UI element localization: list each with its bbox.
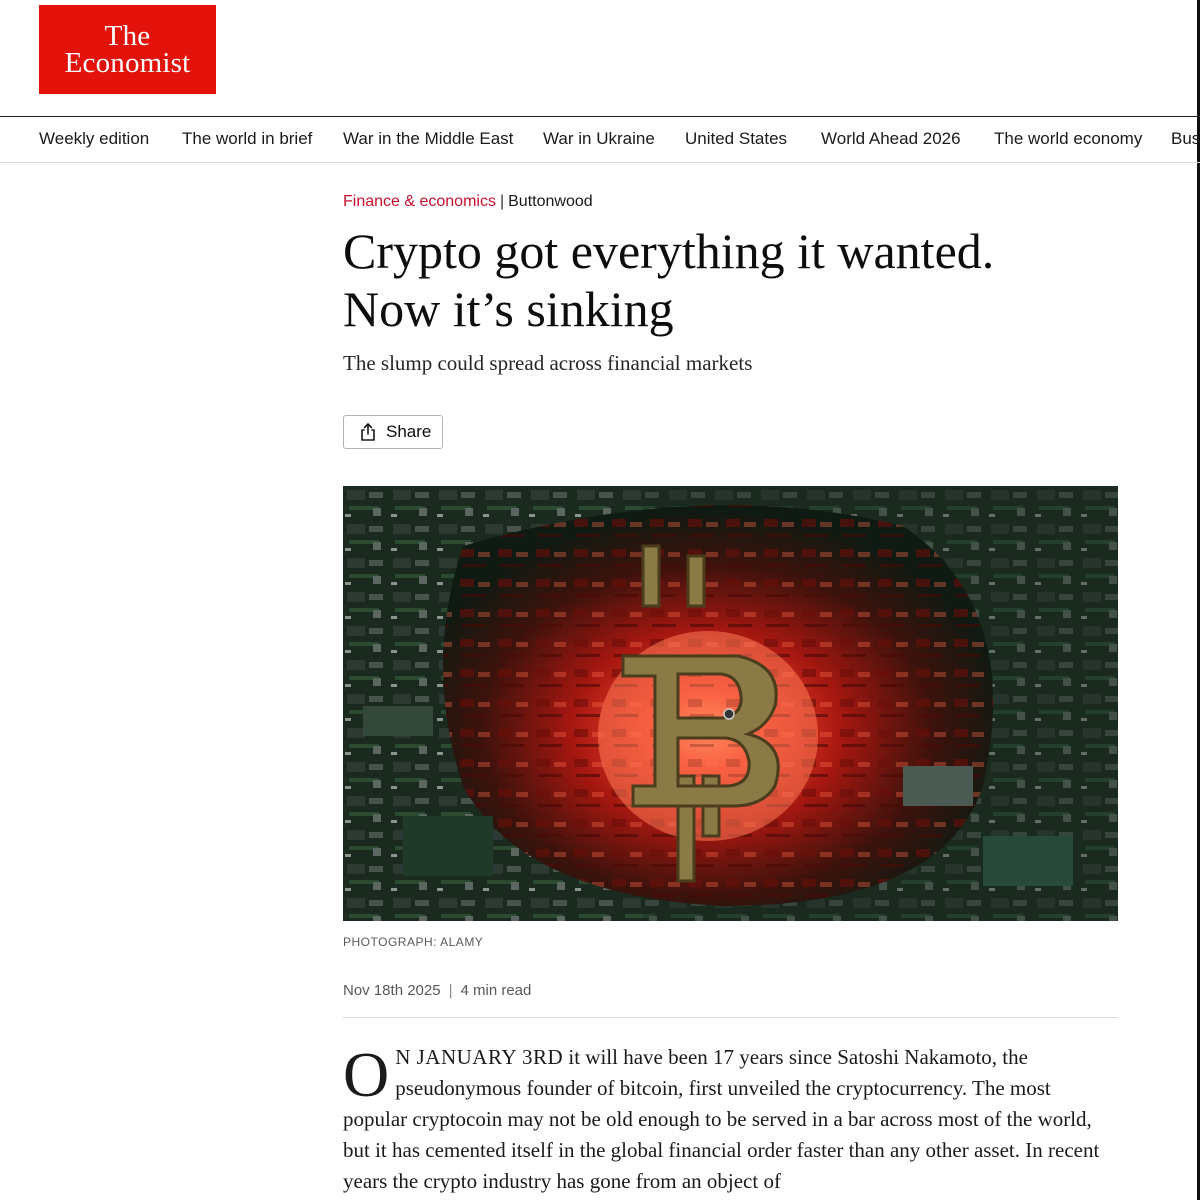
read-time: 4 min read xyxy=(460,982,532,999)
share-icon xyxy=(358,422,378,442)
nav-item-world-ahead[interactable]: World Ahead 2026 xyxy=(821,129,961,148)
article-headline xyxy=(343,222,1103,338)
photo-credit: PHOTOGRAPH: ALAMY xyxy=(343,935,484,949)
logo-line-1: The xyxy=(104,19,151,52)
article-meta xyxy=(343,982,531,999)
main-nav xyxy=(0,116,1200,163)
column-link[interactable]: Buttonwood xyxy=(508,193,593,210)
nav-item-middle-east[interactable]: War in the Middle East xyxy=(343,129,514,148)
body-text: it will have been 17 years since Satoshi Nakamoto, the pseudonymous founder of bitcoin, first unveiled the cryptocurrency. The most popular cryptocoin may not be old enough to be served in a bar across most of the world, but it has cemented itself in the global financial order faster than any other asset. In recent years the crypto industry has gone from an object of xyxy=(343,1045,1100,1193)
meta-divider-rule xyxy=(343,1017,1118,1018)
lead-in-caps: N JANUARY 3RD xyxy=(395,1045,564,1069)
kicker-divider: | xyxy=(499,193,505,210)
nav-item-world-in-brief[interactable]: The world in brief xyxy=(182,129,313,148)
share-button[interactable] xyxy=(343,415,443,449)
article-body-paragraph xyxy=(343,1039,1118,1197)
meta-divider: | xyxy=(448,982,453,999)
section-link[interactable]: Finance & economics xyxy=(343,193,496,210)
nav-item-united-states[interactable]: United States xyxy=(685,129,788,148)
article-standfirst: The slump could spread across financial markets xyxy=(343,351,753,375)
bitcoin-circuit-image xyxy=(343,486,1118,921)
headline-line-2: Now it’s sinking xyxy=(343,281,674,337)
logo-line-2: Economist xyxy=(64,46,191,79)
article-kicker xyxy=(343,193,593,211)
economist-logo[interactable] xyxy=(39,5,216,94)
article-photo xyxy=(343,486,1118,921)
nav-item-ukraine[interactable]: War in Ukraine xyxy=(543,129,655,148)
share-label: Share xyxy=(386,422,432,441)
publish-date: Nov 18th 2025 xyxy=(343,982,441,999)
nav-item-weekly-edition[interactable]: Weekly edition xyxy=(39,129,150,148)
headline-line-1: Crypto got everything it wanted. xyxy=(343,223,995,279)
drop-cap: O xyxy=(343,1039,390,1110)
nav-item-business[interactable]: Bus xyxy=(1171,129,1200,148)
nav-item-world-economy[interactable]: The world economy xyxy=(994,129,1143,148)
